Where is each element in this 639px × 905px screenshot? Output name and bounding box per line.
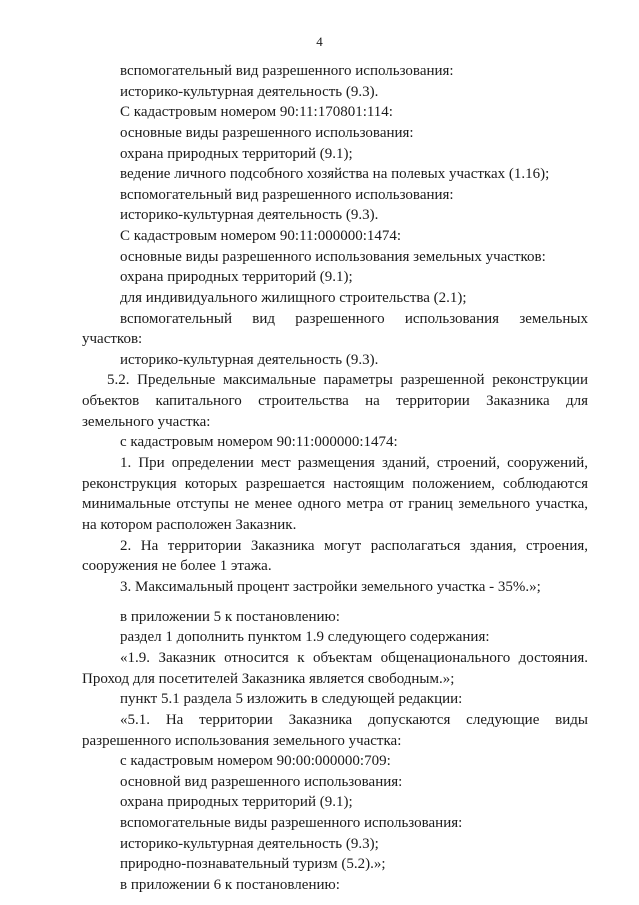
text-line: вспомогательные виды разрешенного использования: bbox=[120, 815, 463, 831]
text-line: охрана природных территорий (9.1); bbox=[120, 146, 353, 162]
text-line: 5.2. Предельные максимальные параметры разрешенной реконструкции bbox=[107, 372, 588, 388]
text-line: на котором расположен Заказник. bbox=[82, 517, 297, 533]
text-line: вспомогательный вид разрешенного использования: bbox=[120, 63, 454, 79]
text-line: С кадастровым номером 90:11:000000:1474: bbox=[120, 228, 402, 244]
text-line: основные виды разрешенного использования: bbox=[120, 125, 414, 141]
text-line: «1.9. Заказник относится к объектам общенационального достояния. bbox=[120, 650, 588, 666]
text-line: вспомогательный вид разрешенного использования: bbox=[120, 187, 454, 203]
text-line: историко-культурная деятельность (9.3). bbox=[120, 352, 379, 368]
text-line: историко-культурная деятельность (9.3). bbox=[120, 207, 379, 223]
text-line: С кадастровым номером 90:11:170801:114: bbox=[120, 104, 393, 120]
text-line: с кадастровым номером 90:11:000000:1474: bbox=[120, 434, 398, 450]
text-line: природно-познавательный туризм (5.2).»; bbox=[120, 856, 386, 872]
text-line: ведение личного подсобного хозяйства на полевых участках (1.16); bbox=[120, 166, 550, 182]
text-line: раздел 1 дополнить пунктом 1.9 следующего содержания: bbox=[120, 629, 490, 645]
text-line: вспомогательный вид разрешенного использования земельных bbox=[120, 311, 588, 327]
page-number: 4 bbox=[316, 34, 323, 49]
text-line: участков: bbox=[82, 331, 143, 347]
text-line: минимальные отступы не менее одного метра от границ земельного участка, bbox=[82, 496, 588, 512]
text-line: 1. При определении мест размещения зданий, строений, сооружений, bbox=[120, 455, 588, 471]
text-line: объектов капитального строительства на территории Заказника для bbox=[82, 393, 588, 409]
text-line: охрана природных территорий (9.1); bbox=[120, 269, 353, 285]
text-line: основной вид разрешенного использования: bbox=[120, 774, 403, 790]
text-line: историко-культурная деятельность (9.3); bbox=[120, 836, 379, 852]
text-line: Проход для посетителей Заказника является свободным.»; bbox=[82, 671, 455, 687]
text-line: пункт 5.1 раздела 5 изложить в следующей редакции: bbox=[120, 691, 463, 707]
text-line: «5.1. На территории Заказника допускаются следующие виды bbox=[120, 712, 588, 728]
text-line: разрешенного использования земельного участка: bbox=[82, 733, 402, 749]
text-line: охрана природных территорий (9.1); bbox=[120, 794, 353, 810]
text-line: 3. Максимальный процент застройки земельного участка - 35%.»; bbox=[120, 579, 541, 595]
text-line: с кадастровым номером 90:00:000000:709: bbox=[120, 753, 391, 769]
text-line: в приложении 5 к постановлению: bbox=[120, 609, 340, 625]
text-line: в приложении 6 к постановлению: bbox=[120, 877, 340, 893]
text-line: земельного участка: bbox=[82, 414, 211, 430]
text-line: для индивидуального жилищного строительства (2.1); bbox=[120, 290, 467, 306]
text-line: историко-культурная деятельность (9.3). bbox=[120, 84, 379, 100]
text-line: сооружения не более 1 этажа. bbox=[82, 558, 272, 574]
text-line: реконструкция которых разрешается настоящим положением, соблюдаются bbox=[82, 476, 588, 492]
text-line: 2. На территории Заказника могут располагаться здания, строения, bbox=[120, 538, 588, 554]
text-line: основные виды разрешенного использования земельных участков: bbox=[120, 249, 546, 265]
